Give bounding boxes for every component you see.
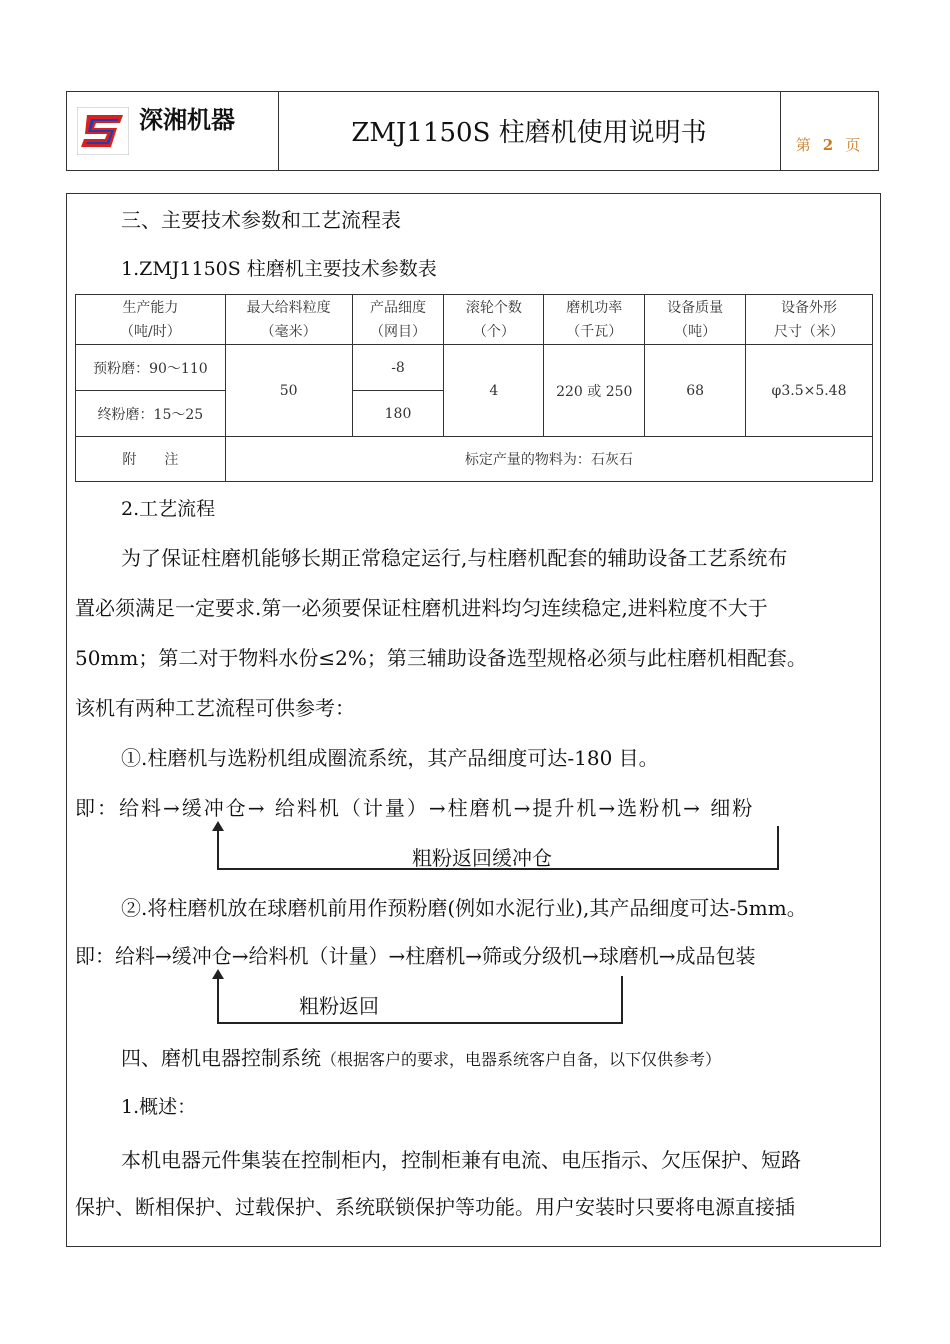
flow2-return-line-right: [621, 976, 623, 1024]
table-row: [76, 345, 873, 391]
cell-dimensions: φ3.5×5.48: [746, 345, 873, 437]
page-prefix: 第: [795, 136, 813, 154]
cell-max-feed: 50: [225, 345, 352, 437]
flow2-intro: ②.将柱磨机放在球磨机前用作预粉磨(例如水泥行业),其产品细度可达-5mm。: [121, 896, 807, 920]
spec-table: [75, 294, 873, 482]
section4-heading: [121, 1042, 721, 1071]
page-number-cell: [780, 92, 878, 170]
th-dimensions: 设备外形 尺寸（米）: [746, 295, 873, 345]
th-feed-size: 最大给料粒度 （毫米）: [225, 295, 352, 345]
content-frame: [66, 193, 881, 1247]
flow1-return-label: 粗粉返回缓冲仓: [412, 846, 552, 870]
flow1-chain: 即：给料→缓冲仓→ 给料机（计量）→柱磨机→提升机→选粉机→ 细粉: [75, 796, 755, 820]
logo-cell: [67, 92, 279, 170]
cell-fineness-2: 180: [352, 391, 444, 437]
flow2-chain: 即：给料→缓冲仓→给料机（计量）→柱磨机→筛或分级机→球磨机→成品包装: [75, 944, 756, 968]
page-suffix: 页: [845, 136, 863, 154]
overview-title: 1.概述：: [121, 1096, 197, 1118]
cell-capacity-final: 终粉磨：15～25: [76, 391, 226, 437]
paragraph-line: 该机有两种工艺流程可供参考：: [75, 696, 355, 720]
company-logo-icon: [77, 107, 129, 155]
th-capacity: 生产能力 （吨/时）: [76, 295, 226, 345]
cell-power: 220 或 250: [544, 345, 645, 437]
page-number: [780, 134, 878, 155]
flow2-return-arrow-icon: [217, 978, 219, 1024]
title-cell: [278, 92, 781, 170]
paragraph-line: 保护、断相保护、过载保护、系统联锁保护等功能。用户安装时只要将电源直接插: [75, 1195, 795, 1219]
cell-mass: 68: [645, 345, 746, 437]
document-title: ZMJ1150S 柱磨机使用说明书: [351, 118, 707, 148]
company-name: 深湘机器: [139, 106, 235, 134]
table-header-row: [76, 295, 873, 345]
paragraph-line: 为了保证柱磨机能够长期正常稳定运行,与柱磨机配套的辅助设备工艺系统布: [121, 546, 788, 570]
cell-fineness-1: -8: [352, 345, 444, 391]
cell-note-label: 附 注: [76, 437, 226, 482]
cell-rollers: 4: [444, 345, 544, 437]
section3-heading: 三、主要技术参数和工艺流程表: [121, 208, 401, 232]
flow1-return-line-right: [777, 826, 779, 870]
flow1-intro: ①.柱磨机与选粉机组成圈流系统，其产品细度可达-180 目。: [121, 746, 659, 770]
page-header: [66, 91, 879, 171]
cell-capacity-pre: 预粉磨：90～110: [76, 345, 226, 391]
th-power: 磨机功率 （千瓦）: [544, 295, 645, 345]
process-title: 2.工艺流程: [121, 498, 216, 520]
paragraph-line: 50mm；第二对于物料水份≤2%；第三辅助设备选型规格必须与此柱磨机相配套。: [75, 646, 807, 670]
th-fineness: 产品细度 （网目）: [352, 295, 444, 345]
table-title: 1.ZMJ1150S 柱磨机主要技术参数表: [121, 258, 437, 280]
table-note-row: [76, 437, 873, 482]
page-number-value: 2: [822, 136, 836, 154]
th-mass: 设备质量 （吨）: [645, 295, 746, 345]
paragraph-line: 本机电器元件集装在控制柜内，控制柜兼有电流、电压指示、欠压保护、短路: [121, 1148, 801, 1172]
flow2-return-line: [217, 1022, 623, 1024]
flow2-return-label: 粗粉返回: [299, 994, 379, 1018]
paragraph-line: 置必须满足一定要求.第一必须要保证柱磨机进料均匀连续稳定,进料粒度不大于: [75, 596, 768, 620]
cell-note-value: 标定产量的物料为：石灰石: [225, 437, 872, 482]
th-rollers: 滚轮个数 （个）: [444, 295, 544, 345]
section4-note: （根据客户的要求，电器系统客户自备，以下仅供参考）: [321, 1050, 722, 1069]
flow1-return-arrow-icon: [217, 830, 219, 870]
section4-title: 四、磨机电器控制系统: [121, 1046, 321, 1070]
